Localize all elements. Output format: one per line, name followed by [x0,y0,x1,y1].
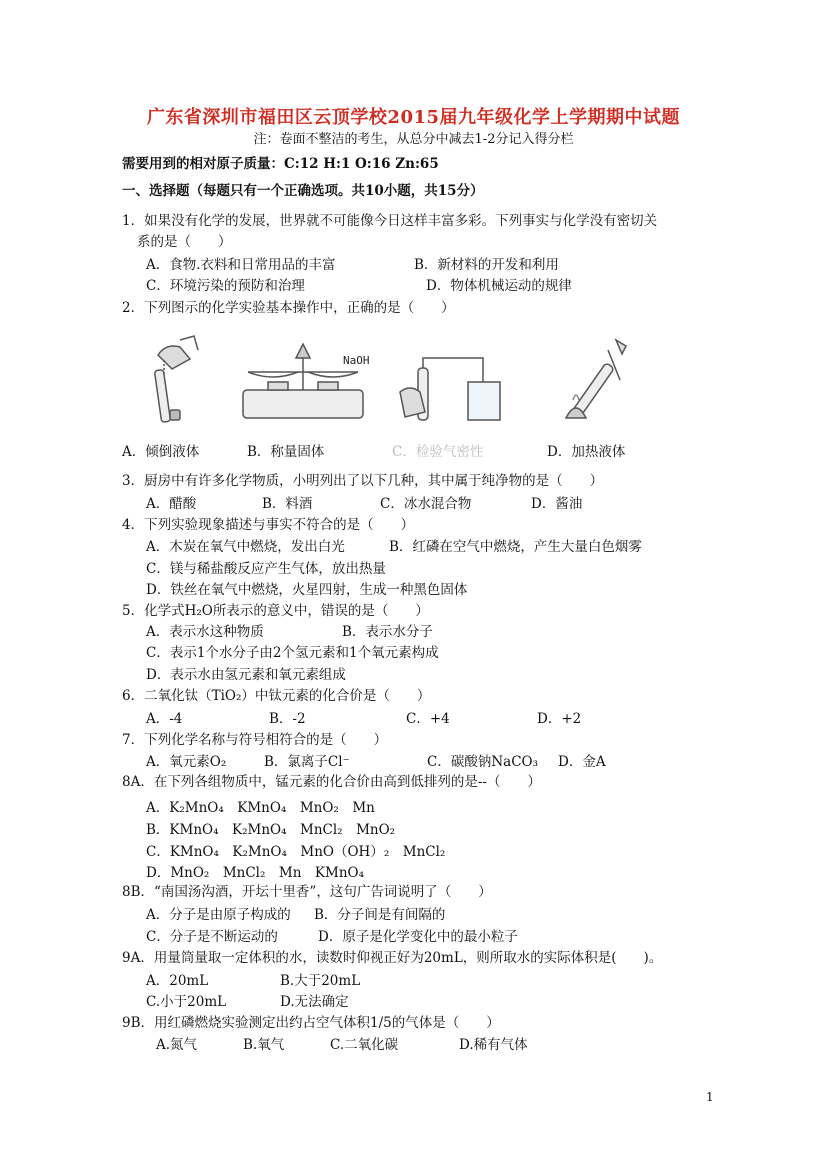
q6-option-b: B．-2 [269,711,306,727]
note: 注：卷面不整洁的考生，从总分中减去1-2分记入得分栏 [253,132,574,147]
q1-option-d: D．物体机械运动的规律 [426,278,572,294]
q8b-option-c: C．分子是不断运动的 [146,929,278,945]
q8b-option-b: B．分子间是有间隔的 [314,907,446,923]
q7-stem: 7．下列化学名称与符号相符合的是（ ） [122,732,388,748]
q4-option-c: C．镁与稀盐酸反应产生气体，放出热量 [146,561,386,577]
q2-stem: 2．下列图示的化学实验基本操作中，正确的是（ ） [122,300,455,316]
q8b-option-d: D．原子是化学变化中的最小粒子 [318,929,518,945]
q8a-option-a: A．K₂MnO₄ KMnO₄ MnO₂ Mn [146,800,375,816]
q3-option-c: C．冰水混合物 [380,496,472,512]
q9b-stem: 9B．用红磷燃烧实验测定出约占空气体积1/5的气体是（ ） [122,1015,500,1031]
q8b-stem: 8B．“南国汤沟酒，开坛十里香”，这句广告词说明了（ ） [122,884,492,900]
q9a-option-d: D.无法确定 [280,994,349,1010]
q6-stem: 6．二氧化钛（TiO₂）中钛元素的化合价是（ ） [122,688,431,704]
page-number: 1 [706,1090,714,1104]
q9b-option-a: A.氮气 [156,1037,198,1053]
q3-option-d: D．酱油 [531,496,583,512]
q8b-option-a: A．分子是由原子构成的 [146,907,291,923]
q4-option-d: D．铁丝在氧气中燃烧，火星四射，生成一种黑色固体 [146,582,468,598]
q9a-option-a: A．20mL [146,973,209,989]
q8a-option-d: D．MnO₂ MnCl₂ Mn KMnO₄ [146,865,364,881]
q7-option-d: D．金A [558,754,606,770]
q9a-stem: 9A．用量筒量取一定体积的水，读数时仰视正好为20mL，则所取水的实际体积是( )。 [122,950,663,966]
q4-option-b: B．红磷在空气中燃烧，产生大量白色烟雾 [389,539,642,555]
q3-option-b: B．料酒 [262,496,313,512]
pouring-liquid-illustration [154,336,198,422]
q5-option-b: B．表示水分子 [342,624,433,640]
q6-option-d: D．+2 [537,711,582,727]
q4-option-a: A．木炭在氧气中燃烧，发出白光 [146,539,345,555]
q5-stem: 5．化学式H₂O所表示的意义中，错误的是（ ） [122,603,429,619]
q6-option-c: C．+4 [406,711,450,727]
q8a-stem: 8A．在下列各组物质中，锰元素的化合价由高到低排列的是--（ ） [122,774,541,790]
q2-caption-a: A．倾倒液体 [122,444,200,460]
q2-caption-d: D．加热液体 [547,444,626,460]
q2-caption-c: C．检验气密性 [392,444,484,460]
q9b-option-b: B.氧气 [243,1037,285,1053]
q9b-option-d: D.稀有气体 [459,1037,528,1053]
q1-option-c: C．环境污染的预防和治理 [146,278,305,294]
q1-option-a: A．食物.衣料和日常用品的丰富 [146,257,336,273]
q6-option-a: A．-4 [146,711,183,727]
atomic-mass-line: 需要用到的相对原子质量：C:12 H:1 O:16 Zn:65 [122,156,439,172]
airtight-check-illustration [400,358,500,420]
q8a-option-b: B．KMnO₄ K₂MnO₄ MnCl₂ MnO₂ [146,822,396,838]
q7-option-c: C．碳酸钠NaCO₃ [427,754,538,770]
q1-option-b: B．新材料的开发和利用 [414,257,559,273]
q3-stem: 3．厨房中有许多化学物质，小明列出了以下几种，其中属于纯净物的是（ ） [122,473,604,489]
q1-stem-cont: 系的是（ ） [137,234,232,250]
q5-option-d: D．表示水由氢元素和氧元素组成 [146,667,346,683]
q2-caption-b: B．称量固体 [247,444,325,460]
q3-option-a: A．醋酸 [146,496,197,512]
q9b-option-c: C.二氧化碳 [330,1037,399,1053]
q2-figure [118,330,718,428]
q4-stem: 4．下列实验现象描述与事实不符合的是（ ） [122,517,415,533]
naoh-label: NaOH [343,354,370,367]
q9a-option-b: B.大于20mL [280,973,361,989]
q7-option-a: A．氧元素O₂ [146,754,227,770]
q5-option-c: C．表示1个水分子由2个氢元素和1个氧元素构成 [146,645,439,661]
q8a-option-c: C．KMnO₄ K₂MnO₄ MnO（OH）₂ MnCl₂ [146,844,446,860]
section-heading: 一、选择题（每题只有一个正确选项。共10小题，共15分） [122,183,484,199]
heating-liquid-illustration [566,340,626,418]
page-title: 广东省深圳市福田区云顶学校2015届九年级化学上学期期中试题 [146,107,681,128]
q9a-option-c: C.小于20mL [146,994,227,1010]
q7-option-b: B．氯离子Cl⁻ [264,754,350,770]
q5-option-a: A．表示水这种物质 [146,624,264,640]
q1-stem: 1．如果没有化学的发展，世界就不可能像今日这样丰富多彩。下列事实与化学没有密切关 [122,213,658,229]
